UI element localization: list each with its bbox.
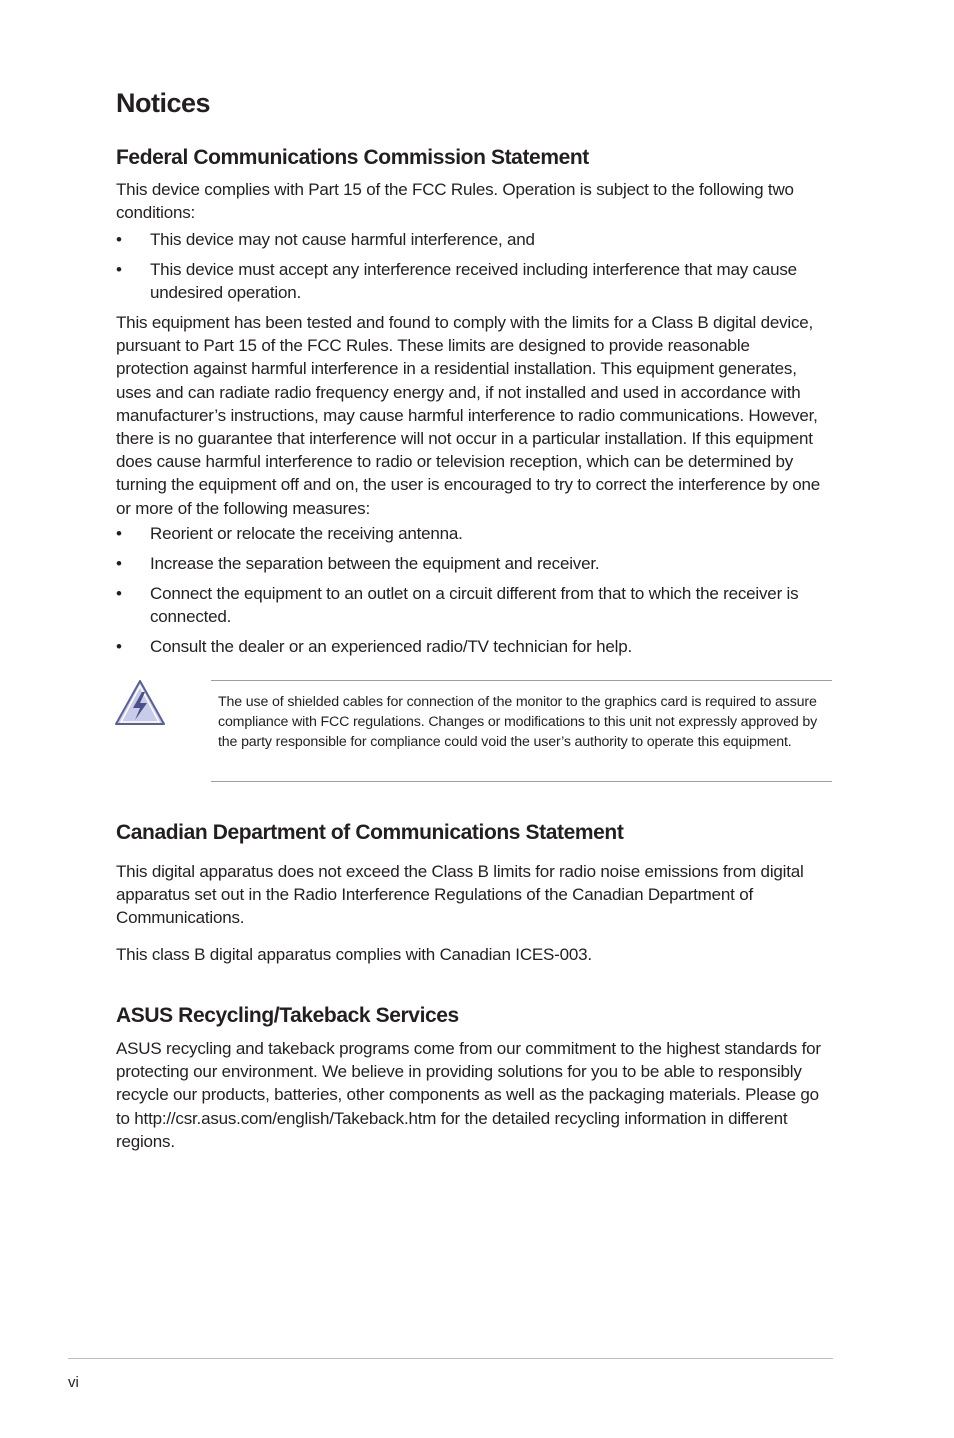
fcc-body: This equipment has been tested and found to comply with the limits for a Class B digital device, pursuant to Part 15 of the FCC Rules. These limits are designed to provide reasonable protection against harmful interference in a residential installation. This equipment generates, uses and can radiate radio frequency energy and, if not installed and used in accordance with manufacturer’s instructions, may cause harmful interference to radio communications. However, there is no guarantee that interference will not occur in a particular installation. If this equipment does cause harmful interference to radio or television reception, which can be determined by turning the equipment off and on, the user is encouraged to try to correct the interference by one or more of the following measures: <box>116 313 820 518</box>
warning-lightning-icon <box>113 678 167 728</box>
canada-heading: Canadian Department of Communications Statement <box>116 821 624 844</box>
page-number: vi <box>68 1374 79 1391</box>
fcc-measure-3: Connect the equipment to an outlet on a circuit different from that to which the receiver is connected. <box>150 584 799 627</box>
fcc-measure-1: Reorient or relocate the receiving antenna. <box>150 524 463 543</box>
note-box <box>211 680 832 782</box>
fcc-condition-2: This device must accept any interference received including interference that may cause undesired operation. <box>150 260 797 303</box>
asus-body: ASUS recycling and takeback programs come from our commitment to the highest standards for protecting our environment. We believe in providing solutions for you to be able to responsibly recycle our products, batteries, other components as well as the packaging materials. Please go to http://csr.asus.com/english/Takeback.htm for the detailed recycling information in different regions. <box>116 1039 821 1151</box>
fcc-measure-2: Increase the separation between the equipment and receiver. <box>150 554 600 573</box>
canada-para-1: This digital apparatus does not exceed the Class B limits for radio noise emissions from digital apparatus set out in the Radio Interference Regulations of the Canadian Department of Communications. <box>116 862 804 928</box>
asus-heading: ASUS Recycling/Takeback Services <box>116 1004 459 1027</box>
fcc-heading: Federal Communications Commission Statement <box>116 146 589 169</box>
note-text: The use of shielded cables for connection of the monitor to the graphics card is required to assure compliance with FCC regulations. Changes or modifications to this unit not expressly approved by the party responsible for compliance could void the user’s authority to operate this equipment. <box>218 694 818 750</box>
fcc-intro: This device complies with Part 15 of the FCC Rules. Operation is subject to the following two conditions: <box>116 180 794 223</box>
canada-para-2: This class B digital apparatus complies with Canadian ICES-003. <box>116 945 592 964</box>
page-title: Notices <box>116 88 211 118</box>
fcc-condition-1: This device may not cause harmful interference, and <box>150 230 535 249</box>
footer-divider <box>68 1358 833 1359</box>
document-page: Notices Federal Communications Commission Statement This device complies with Part 15 of the FCC Rules. Operation is subject to the following two conditions: • This device may not cause harmful interference, and • This device must accept any interference received including interference that may cause undesired operation. This equipment has been tested and found to comply with the limits for a Class B digital device, pursuant to Part 15 of the FCC Rules. These limits are designed to provide reasonable protection against harmful interference in a residential installation. This equipment generates, uses and can radiate radio frequency energy and, if not installed and used in accordance with manufacturer’s instructions, may cause harmful interference to radio communications. However, there is no guarantee that interference will not occur in a particular installation. If this equipment does cause harmful interference to radio or television reception, which can be determined by turning the equipment off and on, the user is encouraged to try to correct the interference by one or more of the following measures: • Reorient or relocate the receiving antenna. • Increase the separation between the equipment and receiver. • Connect the equipment to an outlet on a circuit different from that to which the receiver is connected. • Consult the dealer or an experienced radio/TV technician for help. The use of shielded cables for connection of the monitor to the graphics card is required to assure compliance with FCC regulations. Changes or modifications to this unit not expressly approved by the party responsible for compliance could void the user’s authority to operate this equipment. Canadian Department of Communications Statement This digital apparatus does not exceed the Class B limits for radio noise emissions from digital apparatus set out in the Radio Interference Regulations of the Canadian Department of Communications. This class B digital apparatus complies with Canadian ICES-003. ASUS Recycling/Takeback Services ASUS recycling and takeback programs come from our commitment to the highest standards for protecting our environment. We believe in providing solutions for you to be able to responsibly recycle our products, batteries, other components as well as the packaging materials. Please go to http://csr.asus.com/english/Takeback.htm for the detailed recycling information in different regions. vi <box>0 0 954 1438</box>
fcc-measure-4: Consult the dealer or an experienced radio/TV technician for help. <box>150 637 632 656</box>
